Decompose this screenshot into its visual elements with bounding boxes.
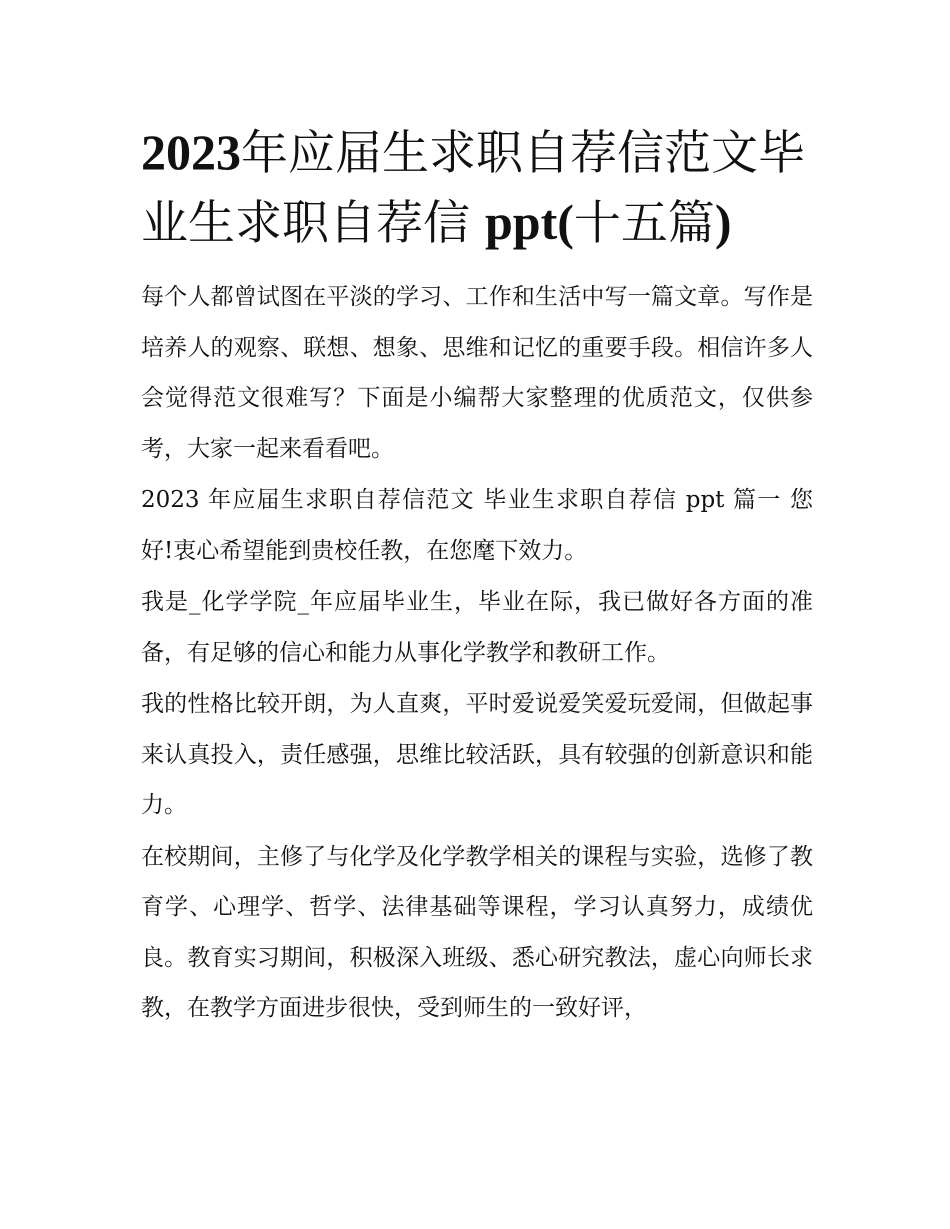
- document-title: [141, 118, 813, 258]
- title-main: 年应届生求职自荐信范文毕业生求职自荐信: [141, 126, 805, 251]
- paragraph-intro: 每个人都曾试图在平淡的学习、工作和生活中写一篇文章。写作是培养人的观察、联想、想象、思维和记忆的重要手段。相信许多人会觉得范文很难写？下面是小编帮大家整理的优质范文，仅供参考，大家一起来看看吧。: [141, 284, 813, 462]
- title-close: ): [714, 194, 732, 250]
- title-latin: ppt(: [484, 194, 574, 250]
- paragraph-personality: 我的性格比较开朗，为人直爽，平时爱说爱笑爱玩爱闹，但做起事来认真投入，责任感强，思维比较活跃，具有较强的创新意识和能力。: [141, 691, 813, 818]
- document-content: [141, 118, 813, 1035]
- paragraph-greeting: 2023 年应届生求职自荐信范文 毕业生求职自荐信 ppt 篇一 您好!衷心希望能到贵校任教，在您麾下效力。: [141, 487, 813, 564]
- title-year: 2023: [141, 124, 241, 180]
- paragraph-study: 在校期间，主修了与化学及化学教学相关的课程与实验，选修了教育学、心理学、哲学、法律基础等课程，学习认真努力，成绩优良。教育实习期间，积极深入班级、悉心研究教法，虚心向师长求教，在教学方面进步很快，受到师生的一致好评，: [141, 843, 813, 1021]
- title-count: 十五篇: [573, 196, 715, 251]
- paragraph-background: 我是_化学学院_年应届毕业生，毕业在际，我已做好各方面的准备，有足够的信心和能力从事化学教学和教研工作。: [141, 589, 813, 666]
